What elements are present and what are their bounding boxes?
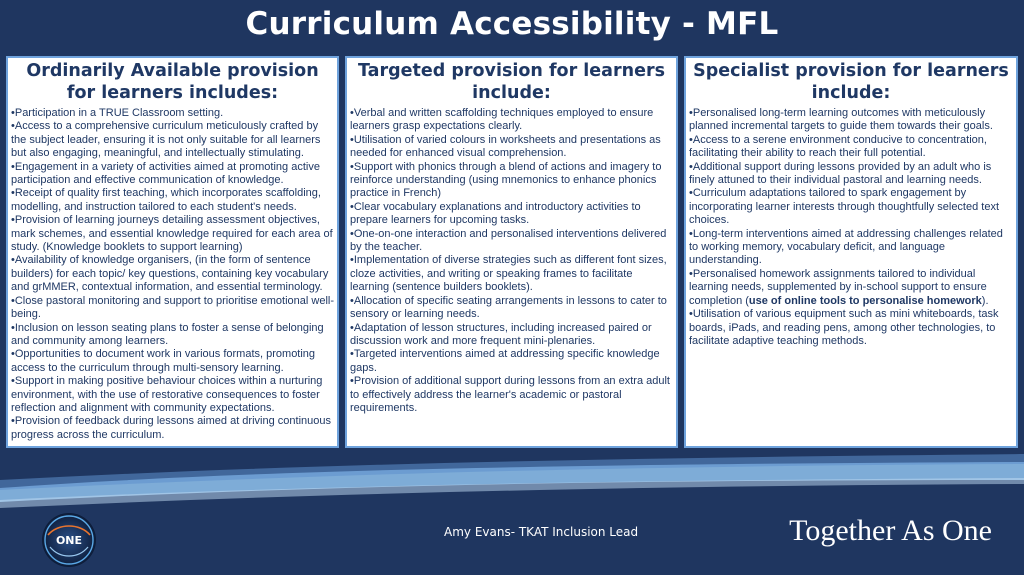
list-item: •Participation in a TRUE Classroom setting. (11, 107, 224, 119)
list-item: •Implementation of diverse strategies such as different font sizes, cloze activities, and writing or speaking frames to facilitate learning (sentence builders booklets). (350, 254, 667, 294)
list-item: •Personalised long-term learning outcomes with meticulously planned incremental targets to guide them towards their goals. (689, 107, 993, 133)
panel-heading: Targeted provision for learners include: (358, 61, 665, 103)
list-item (689, 268, 1013, 308)
list-item: •Access to a serene environment conducive to concentration, facilitating their ability to reach their full potential. (689, 133, 987, 160)
list-item: •Long-term interventions aimed at addressing challenges related to working memory, vocabulary deficit, and language understanding. (689, 227, 1003, 267)
list-item: •Utilisation of varied colours in worksheets and presentations as needed for enhanced visual comprehension. (350, 133, 661, 160)
list-item: •Utilisation of various equipment such as mini whiteboards, task boards, iPads, and reading pens, among other technologies, to facilitate adaptive teaching methods. (689, 308, 999, 347)
decorative-wave (0, 450, 1024, 510)
list-item: •Support in making positive behaviour choices within a nurturing environment, with the use of restorative consequences to foster reflection and alignment with community expectations. (11, 375, 323, 414)
list-item: •One-on-one interaction and personalised interventions delivered by the teacher. (350, 227, 667, 254)
list-item: •Inclusion on lesson seating plans to foster a sense of belonging and community among learners. (11, 321, 324, 347)
list-item: •Provision of feedback during lessons aimed at driving continuous progress across the curriculum. (11, 415, 331, 441)
provision-list (11, 107, 334, 442)
item-text: •Personalised homework assignments tailored to individual learning needs, supplemented by in-school support to ensure completion ( (689, 267, 987, 307)
list-item: •Curriculum adaptations tailored to spark engagement by incorporating learner interests through thoughtfully selected text choices. (689, 187, 1000, 227)
list-item: •Allocation of specific seating arrangements in lessons to cater to sensory or learning needs. (350, 294, 667, 321)
list-item: •Close pastoral monitoring and support to prioritise emotional well-being. (11, 294, 335, 321)
provision-list (350, 107, 673, 415)
list-item: •Additional support during lessons provided by an adult who is finely attuned to their individual pastoral and learning needs. (689, 160, 992, 187)
list-item: •Clear vocabulary explanations and introductory activities to prepare learners for upcoming tasks. (350, 200, 641, 227)
list-item: •Access to a comprehensive curriculum meticulously crafted by the subject leader, ensuring it is not only suitable for all learners but also engaging, meaningful, and intellectually stimulating. (11, 120, 321, 160)
provision-list (689, 107, 1013, 348)
list-item: •Receipt of quality first teaching, which incorporates scaffolding, modelling, and instruction tailored to each student's needs. (11, 187, 321, 213)
list-item: •Targeted interventions aimed at addressing specific knowledge gaps. (350, 348, 660, 374)
slide-title: Curriculum Accessibility - MFL (245, 6, 779, 42)
ordinarily-available-panel (6, 56, 339, 448)
list-item: •Support with phonics through a blend of actions and imagery to reinforce understanding (using mnemonics to enhance phonics practice in French) (350, 160, 662, 200)
item-emphasis: use of online tools to personalise homework (748, 294, 982, 307)
list-item: •Engagement in a variety of activities aimed at promoting active participation and effective communication of knowledge. (11, 160, 320, 187)
list-item: •Verbal and written scaffolding techniques employed to ensure learners grasp expectations clearly. (350, 107, 654, 133)
list-item: •Provision of learning journeys detailing assessment objectives, mark schemes, and essential knowledge required for each area of study. (Knowledge booklets to support learning) (11, 214, 333, 254)
panel-heading: Ordinarily Available provision for learners includes: (26, 61, 319, 103)
logo-text: ONE (55, 534, 83, 547)
list-item: •Availability of knowledge organisers, (in the form of sentence builders) for each topic/ key questions, containing key vocabulary and grMMER, contextual information, and essential terminology. (11, 254, 329, 294)
list-item: •Provision of additional support during lessons from an extra adult to effectively address the learner's academic or pastoral requirements. (350, 375, 670, 414)
footer-motto: Together As One (789, 514, 992, 547)
panel-heading: Specialist provision for learners include: (693, 61, 1009, 103)
item-text: ). (981, 294, 989, 307)
targeted-provision-panel (345, 56, 678, 448)
specialist-provision-panel (684, 56, 1018, 448)
list-item: •Opportunities to document work in various formats, promoting access to the curriculum through multi-sensory learning. (11, 348, 316, 374)
one-logo (40, 511, 98, 569)
footer-credit: Amy Evans- TKAT Inclusion Lead (444, 525, 639, 539)
list-item: •Adaptation of lesson structures, including increased paired or discussion work and more frequent mini-plenaries. (350, 321, 652, 347)
